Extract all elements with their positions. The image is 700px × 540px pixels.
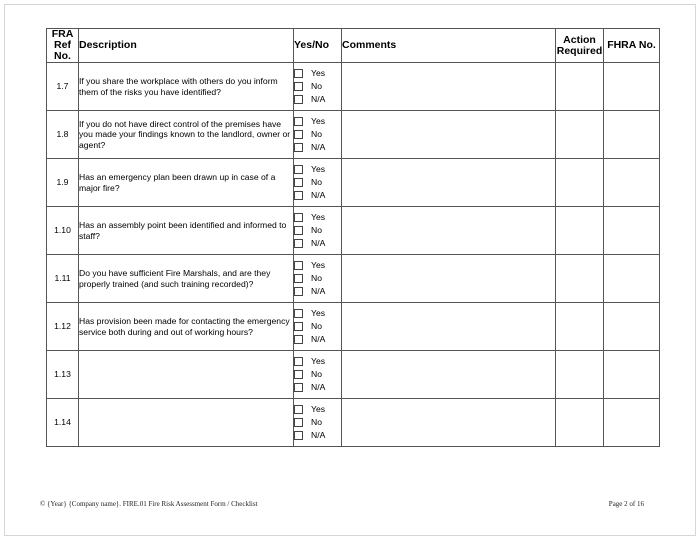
option-label: N/A [311,430,326,441]
option-label: Yes [311,164,326,175]
option-na [294,189,341,202]
table-row [47,63,660,111]
table-row [47,255,660,303]
header-fra-ref-line3: No. [54,50,71,62]
option-label: N/A [311,334,326,345]
option-na [294,285,341,298]
option-label: N/A [311,286,326,297]
checkbox-no[interactable] [294,178,303,187]
option-label: Yes [311,68,326,79]
row-ref-number: 1.8 [47,111,79,159]
option-label: Yes [311,212,326,223]
option-label: No [311,321,322,332]
row-ref-number: 1.11 [47,255,79,303]
row-description: If you do not have direct control of the premises have you made your findings known to the landlord, owner or agent? [79,111,294,159]
row-action-required-cell[interactable] [556,399,604,447]
checkbox-no[interactable] [294,130,303,139]
row-description: Do you have sufficient Fire Marshals, and are they properly trained (and such training recorded)? [79,255,294,303]
row-action-required-cell[interactable] [556,63,604,111]
row-fhra-no-cell[interactable] [604,303,660,351]
header-description: Description [79,29,294,63]
option-no [294,368,341,381]
option-no [294,224,341,237]
option-label: No [311,177,322,188]
checkbox-yes[interactable] [294,357,303,366]
header-yes-no: Yes/No [294,29,342,63]
option-label: N/A [311,382,326,393]
option-yes [294,355,341,368]
table-row [47,111,660,159]
row-description: Has an assembly point been identified and informed to staff? [79,207,294,255]
row-yes-no-options [294,63,342,111]
header-fhra-no: FHRA No. [604,29,660,63]
row-yes-no-options [294,159,342,207]
row-action-required-cell[interactable] [556,159,604,207]
option-label: No [311,417,322,428]
row-description: Has provision been made for contacting the emergency service both during and out of working hours? [79,303,294,351]
row-yes-no-options [294,351,342,399]
row-fhra-no-cell[interactable] [604,207,660,255]
checkbox-na[interactable] [294,335,303,344]
header-fra-ref [47,29,79,63]
option-yes [294,67,341,80]
option-na [294,333,341,346]
checkbox-yes[interactable] [294,165,303,174]
row-fhra-no-cell[interactable] [604,255,660,303]
checkbox-no[interactable] [294,82,303,91]
option-label: Yes [311,356,326,367]
option-label: No [311,273,322,284]
row-ref-number: 1.7 [47,63,79,111]
option-label: N/A [311,190,326,201]
row-yes-no-options [294,303,342,351]
row-yes-no-options [294,399,342,447]
table-header-row [47,29,660,63]
row-ref-number: 1.12 [47,303,79,351]
checkbox-na[interactable] [294,191,303,200]
checkbox-na[interactable] [294,383,303,392]
fire-risk-checklist-table [46,28,660,447]
option-label: No [311,129,322,140]
checkbox-na[interactable] [294,287,303,296]
table-row [47,351,660,399]
table-row [47,207,660,255]
checkbox-na[interactable] [294,431,303,440]
checkbox-no[interactable] [294,226,303,235]
option-label: N/A [311,142,326,153]
row-comments-cell[interactable] [342,303,556,351]
row-action-required-cell[interactable] [556,351,604,399]
row-comments-cell[interactable] [342,399,556,447]
row-action-required-cell[interactable] [556,207,604,255]
checkbox-na[interactable] [294,143,303,152]
checkbox-na[interactable] [294,95,303,104]
table-row [47,159,660,207]
row-action-required-cell[interactable] [556,303,604,351]
row-comments-cell[interactable] [342,159,556,207]
option-yes [294,115,341,128]
option-label: Yes [311,260,326,271]
header-action-line2: Required [556,44,603,57]
footer-page-number: Page 2 of 16 [608,500,644,508]
option-yes [294,211,341,224]
checkbox-yes[interactable] [294,261,303,270]
row-ref-number: 1.9 [47,159,79,207]
checkbox-yes[interactable] [294,117,303,126]
checkbox-no[interactable] [294,322,303,331]
option-label: N/A [311,94,326,105]
footer-copyright: © {Year} {Company name}. FIRE.01 Fire Risk Assessment Form / Checklist [40,500,258,508]
option-no [294,176,341,189]
checkbox-na[interactable] [294,239,303,248]
option-no [294,416,341,429]
option-no [294,272,341,285]
header-comments: Comments [342,29,556,63]
row-fhra-no-cell[interactable] [604,351,660,399]
option-label: N/A [311,238,326,249]
row-description: If you share the workplace with others do you inform them of the risks you have identified? [79,63,294,111]
row-yes-no-options [294,255,342,303]
row-description [79,351,294,399]
option-no [294,320,341,333]
row-yes-no-options [294,111,342,159]
row-comments-cell[interactable] [342,63,556,111]
row-action-required-cell[interactable] [556,255,604,303]
option-yes [294,307,341,320]
option-na [294,93,341,106]
table-row [47,303,660,351]
option-label: Yes [311,308,326,319]
option-no [294,128,341,141]
option-label: No [311,225,322,236]
option-label: No [311,369,322,380]
checkbox-no[interactable] [294,274,303,283]
header-action-line1: Action [563,33,596,46]
row-yes-no-options [294,207,342,255]
row-fhra-no-cell[interactable] [604,399,660,447]
row-description [79,399,294,447]
header-fra-ref-line1: FRA [51,28,74,40]
row-fhra-no-cell[interactable] [604,111,660,159]
row-ref-number: 1.10 [47,207,79,255]
option-no [294,80,341,93]
option-label: Yes [311,404,326,415]
row-comments-cell[interactable] [342,207,556,255]
option-na [294,429,341,442]
option-label: No [311,81,322,92]
option-yes [294,259,341,272]
row-fhra-no-cell[interactable] [604,63,660,111]
checkbox-yes[interactable] [294,309,303,318]
option-yes [294,163,341,176]
checkbox-no[interactable] [294,418,303,427]
option-na [294,381,341,394]
row-description: Has an emergency plan been drawn up in case of a major fire? [79,159,294,207]
checkbox-yes[interactable] [294,213,303,222]
table-row [47,399,660,447]
header-action-required [556,29,604,63]
row-fhra-no-cell[interactable] [604,159,660,207]
option-yes [294,403,341,416]
option-label: Yes [311,116,326,127]
checkbox-no[interactable] [294,370,303,379]
checkbox-yes[interactable] [294,405,303,414]
row-action-required-cell[interactable] [556,111,604,159]
row-comments-cell[interactable] [342,255,556,303]
row-ref-number: 1.13 [47,351,79,399]
row-ref-number: 1.14 [47,399,79,447]
header-fra-ref-line2: Ref [54,39,71,51]
option-na [294,237,341,250]
row-comments-cell[interactable] [342,351,556,399]
checkbox-yes[interactable] [294,69,303,78]
row-comments-cell[interactable] [342,111,556,159]
option-na [294,141,341,154]
